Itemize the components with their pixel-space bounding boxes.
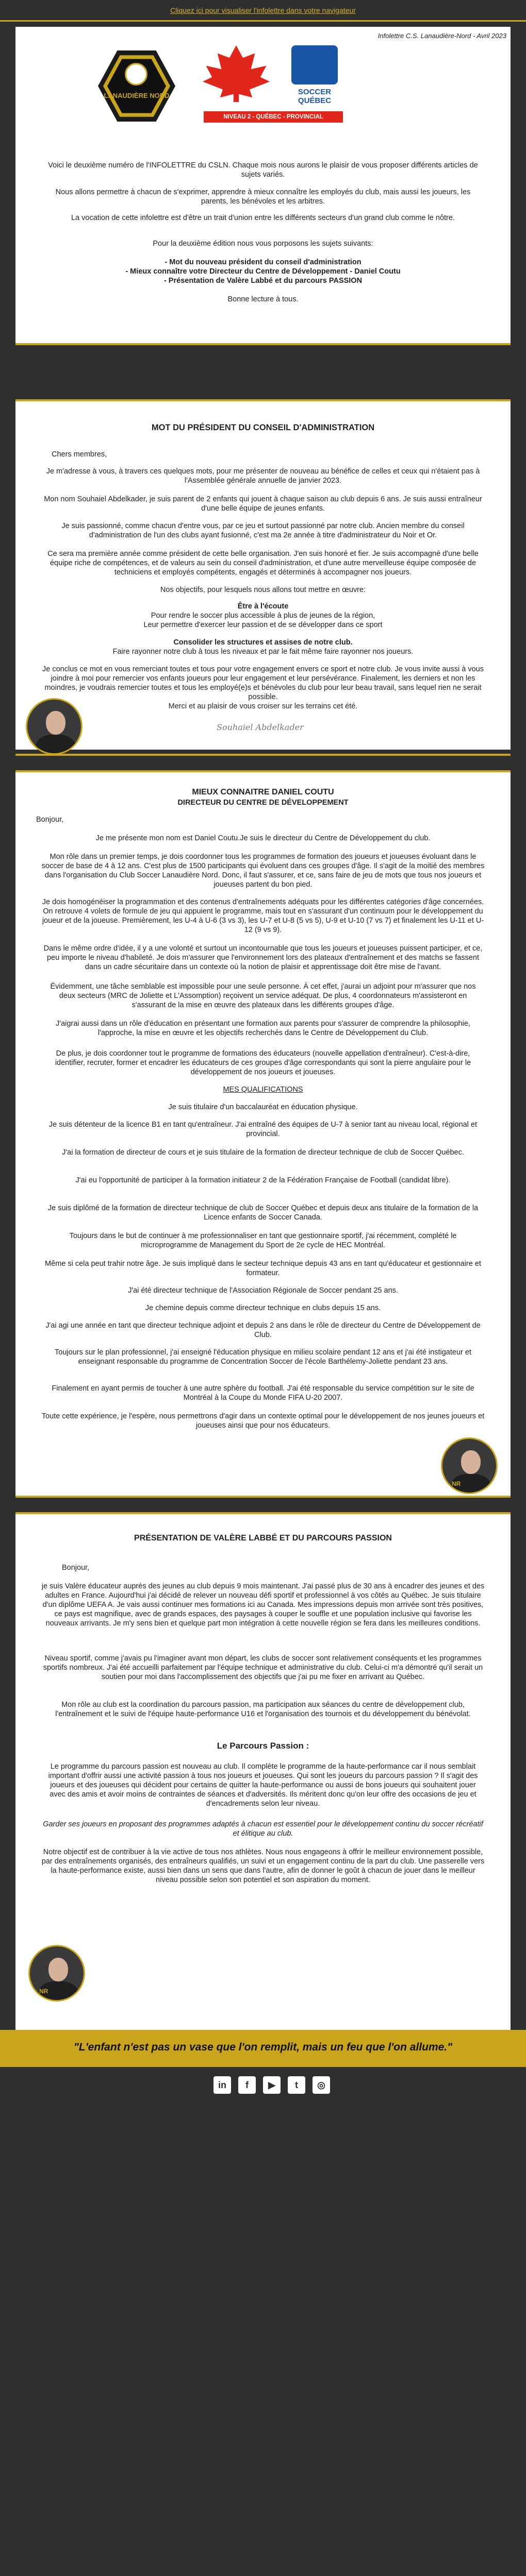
- parcours-passion-title: Le Parcours Passion :: [217, 1741, 309, 1751]
- president-paragraph-1: Je m'adresse à vous, à travers ces quelques mots, pour me présenter de nouveau au bénéfice de celles et ceux qui n'étaient pas à l'Assemblée générale annuelle de janvier 2023.: [46, 467, 480, 485]
- objective-1-line-1: Pour rendre le soccer plus accessible à plus de jeunes de la région,: [151, 612, 375, 620]
- coutu-subtitle: DIRECTEUR DU CENTRE DE DÉVELOPPEMENT: [177, 799, 349, 807]
- quebec-ball-icon: [291, 45, 338, 84]
- labbe-portrait: NR: [28, 1945, 85, 2002]
- president-title: MOT DU PRÉSIDENT DU CONSEIL D'ADMINISTRATION: [151, 423, 375, 432]
- csln-logo-text: LANAUDIÈRE NORD: [104, 92, 170, 99]
- csln-logo-ball-icon: [125, 63, 147, 86]
- qualification-6: Toujours dans le but de continuer à me professionnaliser en tant que gestionnaire sportif, j'ai récemment, complété le microprogramme de Management du Sport de 2e cycle de HEC Montréal.: [69, 1232, 457, 1249]
- objective-2-line-1: Faire rayonner notre club à tous les niveaux et par le fait même faire rayonner nos joueurs.: [112, 648, 414, 656]
- coutu-paragraph-6: J'aigrai aussi dans un rôle d'éducation en présentant une formation aux parents pour s'assurer de comprendre la philosophie, l'approche, la mise en œuvre et les objectifs recherchés dans le Centre de Développement du Club.: [56, 1020, 470, 1037]
- header-card: [15, 27, 511, 144]
- section-divider: [15, 1496, 511, 1498]
- coutu-paragraph-4: Dans le même ordre d'idée, il y a une volonté et surtout un incontournable que tous les joueurs et joueuses puissent participer, et ce, peu importe le niveau d'habileté. Je dois m'assurer que l'environnement lors des plateaux d'entraînement et des matchs se fassent dans un cadre sécuritaire dans un contexte où la notion de plaisir et apprentissage doit être mise de l'avant.: [43, 944, 483, 971]
- labbe-paragraph-6: Notre objectif est de contribuer à la vie active de tous nos athlètes. Nous nous engageons à offrir le meilleur environnement possible, par des entraînements organisés, des entraîneurs qualifiés, un suivi et un engagement continu de la part du club. Une passerelle vers la haute-performance existe, aussi bien dans un sens que dans l'autre, afin de donner le goût à chacun de jouer dans le meilleur niveau possible selon son potentiel et son aspiration du moment.: [41, 1848, 485, 1884]
- qualification-11: Toujours sur le plan professionnel, j'ai enseigné l'éducation physique en milieu scolaire pendant 12 ans et j'ai été instigateur et enseignant responsable du programme de Concentration Soccer de l'école Barthélemy-Joliette pendant 23 ans.: [55, 1348, 471, 1366]
- labbe-paragraph-3: Mon rôle au club est la coordination du parcours passion, ma participation aux séances du centre de développement club, l'entraînement et le suivi de l'équipe haute-performance U16 et l'organisation des tournois et du développement du bénévolat.: [55, 1701, 471, 1718]
- intro-paragraph-2: Nous allons permettre à chacun de s'exprimer, apprendre à mieux connaître les employés du club, mais aussi les joueurs, les parents, les bénévoles et les arbitres.: [55, 188, 471, 206]
- coutu-paragraph-1: Je me présente mon nom est Daniel Coutu.Je suis le directeur du Centre de Développement du club.: [95, 834, 431, 842]
- intro-topic-1: - Mot du nouveau président du conseil d'administration: [165, 258, 361, 266]
- labbe-paragraph-4: Le programme du parcours passion est nouveau au club. Il complète le programme de la haute-performance car il nous semblait important d'offrir aussi une activité passion à tous nos joueurs et joueuses. Qui sont les joueurs du parcours passion ? Il s'agit des joueurs et des joueuses qui décident pour certains de quitter la haute-performance ou aussi de bons joueurs qui souhaitent jouer avec des amis et avoir moins de contraintes de séances et d'adversités. Ils méritent donc qu'on leur offre des occasions de jeu et d'encadrements selon leur niveau.: [48, 1762, 478, 1808]
- qualification-4: J'ai eu l'opportunité de participer à la formation initiateur 2 de la Fédération Française de Football (candidat libre).: [75, 1176, 451, 1184]
- coutu-paragraph-7: De plus, je dois coordonner tout le programme de formations des éducateurs (nouvelle appellation d'entraîneur). C'est-à-dire, identifier, recruter, former et encadrer les éducateurs de ces groupes d'âge correspondants qui sont la pierre angulaire pour le développement de nos joueurs et joueuses.: [55, 1049, 471, 1076]
- section-divider: [15, 770, 511, 772]
- qualification-12: Finalement en ayant permis de toucher à une autre sphère du football. J'ai été responsable du service compétition sur le site de Montréal à la Coupe du Monde FIFA U-20 2007.: [52, 1384, 474, 1402]
- president-paragraph-7: Merci et au plaisir de vous croiser sur les terrains cet été.: [168, 702, 358, 710]
- soccer-quebec-logo: [199, 45, 353, 128]
- coutu-title: MIEUX CONNAITRE DANIEL COUTU: [192, 788, 334, 796]
- labbe-greeting: Bonjour,: [62, 1564, 90, 1572]
- objective-1-title: Être à l'écoute: [237, 602, 289, 611]
- intro-paragraph-3: La vocation de cette infolettre est d'être un trait d'union entre les différents secteurs d'un grand club comme le nôtre.: [71, 214, 455, 222]
- intro-paragraph-1: Voici le deuxième numéro de l'INFOLETTRE du CSLN. Chaque mois nous aurons le plaisir de vous proposer différents articles de sujets variés.: [48, 161, 478, 179]
- labbe-paragraph-5: Garder ses joueurs en proposant des programmes adaptés à chacun est essentiel pour le développement continu du soccer récréatif et élitique au club.: [43, 1820, 483, 1838]
- coutu-portrait: NR: [441, 1437, 498, 1494]
- view-in-browser-bar: [0, 0, 526, 22]
- coutu-paragraph-2: Mon rôle dans un premier temps, je dois coordonner tous les programmes de formation des joueurs et joueuses évoluant dans le soccer de base de 4 à 12 ans. C'est plus de 1500 participants qui évoluent dans ces groupes d'âge. Il s'agit de la moitié des membres dans l'organisation du Club Soccer Lanaudière Nord. Donc, il faut s'assurer, et ce, sans faire de jeu de mots que tous nos joueurs et joueuses partent du bon pied.: [41, 853, 485, 889]
- objective-2-title: Consolider les structures et assises de notre club.: [173, 638, 353, 647]
- president-greeting: Chers membres,: [52, 450, 107, 459]
- newsletter-date: Infolettre C.S. Lanaudière-Nord - Avril 2023: [377, 32, 506, 40]
- qualification-2: Je suis détenteur de la licence B1 en tant qu'entraîneur. J'ai entraîné des équipes de U-7 à senior tant au niveau local, régional et provincial.: [48, 1121, 478, 1138]
- qualification-9: Je chemine depuis comme directeur technique en clubs depuis 15 ans.: [145, 1304, 381, 1312]
- section-divider: [15, 754, 511, 756]
- coutu-greeting: Bonjour,: [36, 816, 64, 824]
- view-in-browser-link[interactable]: Cliquez ici pour visualiser l'infolettre dans votre navigateur: [170, 6, 356, 14]
- qualifications-title: MES QUALIFICATIONS: [223, 1086, 303, 1094]
- qualification-7: Même si cela peut trahir notre âge. Je suis impliqué dans le secteur technique depuis 43 ans en tant qu'éducateur et gestionnaire et formateur.: [45, 1260, 481, 1277]
- linkedin-icon[interactable]: in: [213, 2076, 231, 2094]
- social-links: [213, 2076, 330, 2094]
- president-paragraph-5: Nos objectifs, pour lesquels nous allons tout mettre en œuvre:: [160, 586, 366, 594]
- maple-leaf-icon: [203, 45, 270, 102]
- intro-paragraph-4: Pour la deuxième édition nous vous porposons les sujets suivants:: [153, 240, 373, 248]
- president-paragraph-6: Je conclus ce mot en vous remerciant toutes et tous pour votre engagement envers ce sport et notre club. Je vous invite aussi à vous joindre à moi pour remercier vos enfants joueurs pour leur engagement et leur persévérance. Finalement, les derniers et non les moindres, je voudrais remercier toutes et tous les employé(e)s et bénévoles du club pour leur beau travail, sans lequel rien ne serait possible.: [42, 665, 484, 701]
- csln-logo: [98, 42, 175, 130]
- instagram-icon[interactable]: ◎: [313, 2076, 330, 2094]
- labbe-paragraph-2: Niveau sportif, comme j'avais pu l'imaginer avant mon départ, les clubs de soccer sont relativement conséquents et les programmes sportifs nombreux. J'ai été accueilli parfaitement par l'équipe technique et administrative du club. Celui-ci m'a démontré qu'il serait un soutien pour moi dans l'accomplissement des objectifs que j'ai pu me fixer en arrivant au Québec.: [43, 1654, 483, 1681]
- president-paragraph-2: Mon nom Souhaiel Abdelkader, je suis parent de 2 enfants qui jouent à chaque saison au club depuis 6 ans. Je suis aussi entraîneur d'une belle équipe de jeunes enfants.: [44, 495, 482, 513]
- coutu-paragraph-3: Je dois homogénéiser la programmation et des contenus d'entraînements adéquats pour les différentes catégories d'âge concernées. On retrouve 4 volets de formule de jeu qui appuient le programme, mais tout en s'assurant d'un continuum pour le développement du joueur et de la joueuse. Premièrement, les U-4 à U-6 (3 vs 3), les U-7 et U-8 (5 vs 5), U-9 et U-10 (7 vs 7) et finalement les U-11 et U-12 (9 vs 9).: [42, 898, 484, 934]
- youtube-icon[interactable]: ▶: [263, 2076, 281, 2094]
- facebook-icon[interactable]: f: [238, 2076, 256, 2094]
- footer-quote: "L'enfant n'est pas un vase que l'on remplit, mais un feu que l'on allume.": [73, 2041, 453, 2053]
- president-paragraph-3: Je suis passionné, comme chacun d'entre vous, par ce jeu et surtout passionné par notre club. Ancien membre du conseil d'administration de l'un des clubs ayant fusionné, c'est ma 2e année à titre d'administrateur du Noir et Or.: [61, 522, 465, 539]
- level-badge: NIVEAU 2 - QUÉBEC - PROVINCIAL: [204, 111, 343, 123]
- coutu-paragraph-5: Évidemment, une tâche semblable est impossible pour une seule personne. À cet effet, j'aurai un adjoint pour m'assurer que nos deux secteurs (MRC de Joliette et L'Assomption) reçoivent un service adéquat. De plus, 4 coordonnateurs m'assisteront en s'assurant de la mise en œuvre des plateaux dans les différents groupes d'âge.: [50, 982, 476, 1009]
- president-paragraph-4: Ce sera ma première année comme président de cette belle organisation. J'en suis honoré et fier. Je suis accompagné d'une belle équipe riche de compétences, et de valeurs au sein du conseil d'administration, et d'une autre merveilleuse équipe composée de techniciens et employés compétents, engagés et déterminés à accompagner nos joueurs.: [47, 550, 479, 577]
- objective-1-line-2: Leur permettre d'exercer leur passion et de se développer dans ce sport: [143, 621, 383, 629]
- section-divider: [15, 343, 511, 345]
- section-divider: [15, 399, 511, 401]
- qualification-13: Toute cette expérience, je l'espère, nous permettrons d'agir dans un contexte optimal pour le développement de nos jeunes joueurs et joueuses ainsi que pour nos éducateurs.: [41, 1412, 485, 1430]
- labbe-paragraph-1: je suis Valère éducateur auprès des jeunes au club depuis 9 mois maintenant. J'ai passé plus de 30 ans à encadrer des jeunes et des adultes en France. Aujourd'hui j'ai décidé de relever un nouveau défi sportif et professionnel à vos côtés au Québec. Je suis titulaire d'un diplôme UEFA A. Je vais aussi continuer mes formations ici au Canada. Mes impressions depuis mon arrivée sont très positives, ce pays est magnifique, avec de grands espaces, des paysages à couper le souffle et une population inclusive qui favorise les nouveaux arrivants. Je m'y sens bien et quelque part mon intégration à cette nouvelle région se fera dans les meilleures conditions.: [41, 1582, 485, 1628]
- president-portrait: [26, 698, 83, 755]
- intro-topic-3: - Présentation de Valère Labbé et du parcours PASSION: [163, 277, 363, 285]
- qualification-8: J'ai été directeur technique de l'Association Régionale de Soccer pendant 25 ans.: [128, 1286, 398, 1295]
- twitter-icon[interactable]: t: [288, 2076, 305, 2094]
- qualification-3: J'ai la formation de directeur de cours et je suis titulaire de la formation de directeur technique de club de Soccer Québec.: [62, 1148, 464, 1157]
- qualification-5: Je suis diplômé de la formation de directeur technique de club de Soccer Québec et depuis deux ans titulaire de la formation de la Licence enfants de Soccer Canada.: [47, 1204, 479, 1222]
- intro-topic-2: - Mieux connaître votre Directeur du Centre de Développement - Daniel Coutu: [125, 267, 401, 276]
- qualification-10: J'ai agi une année en tant que directeur technique adjoint et depuis 2 ans dans le rôle de directeur du Centre de Développement de Club.: [45, 1321, 481, 1339]
- soccer-quebec-text: SOCCER QUÉBEC: [298, 88, 332, 105]
- qualification-1: Je suis titulaire d'un baccalauréat en éducation physique.: [168, 1103, 358, 1111]
- intro-closing: Bonne lecture à tous.: [227, 295, 299, 303]
- labbe-title: PRÉSENTATION DE VALÈRE LABBÉ ET DU PARCOURS PASSION: [134, 1534, 392, 1543]
- section-divider: [15, 1512, 511, 1514]
- president-signature: Souhaiel Abdelkader: [217, 722, 304, 732]
